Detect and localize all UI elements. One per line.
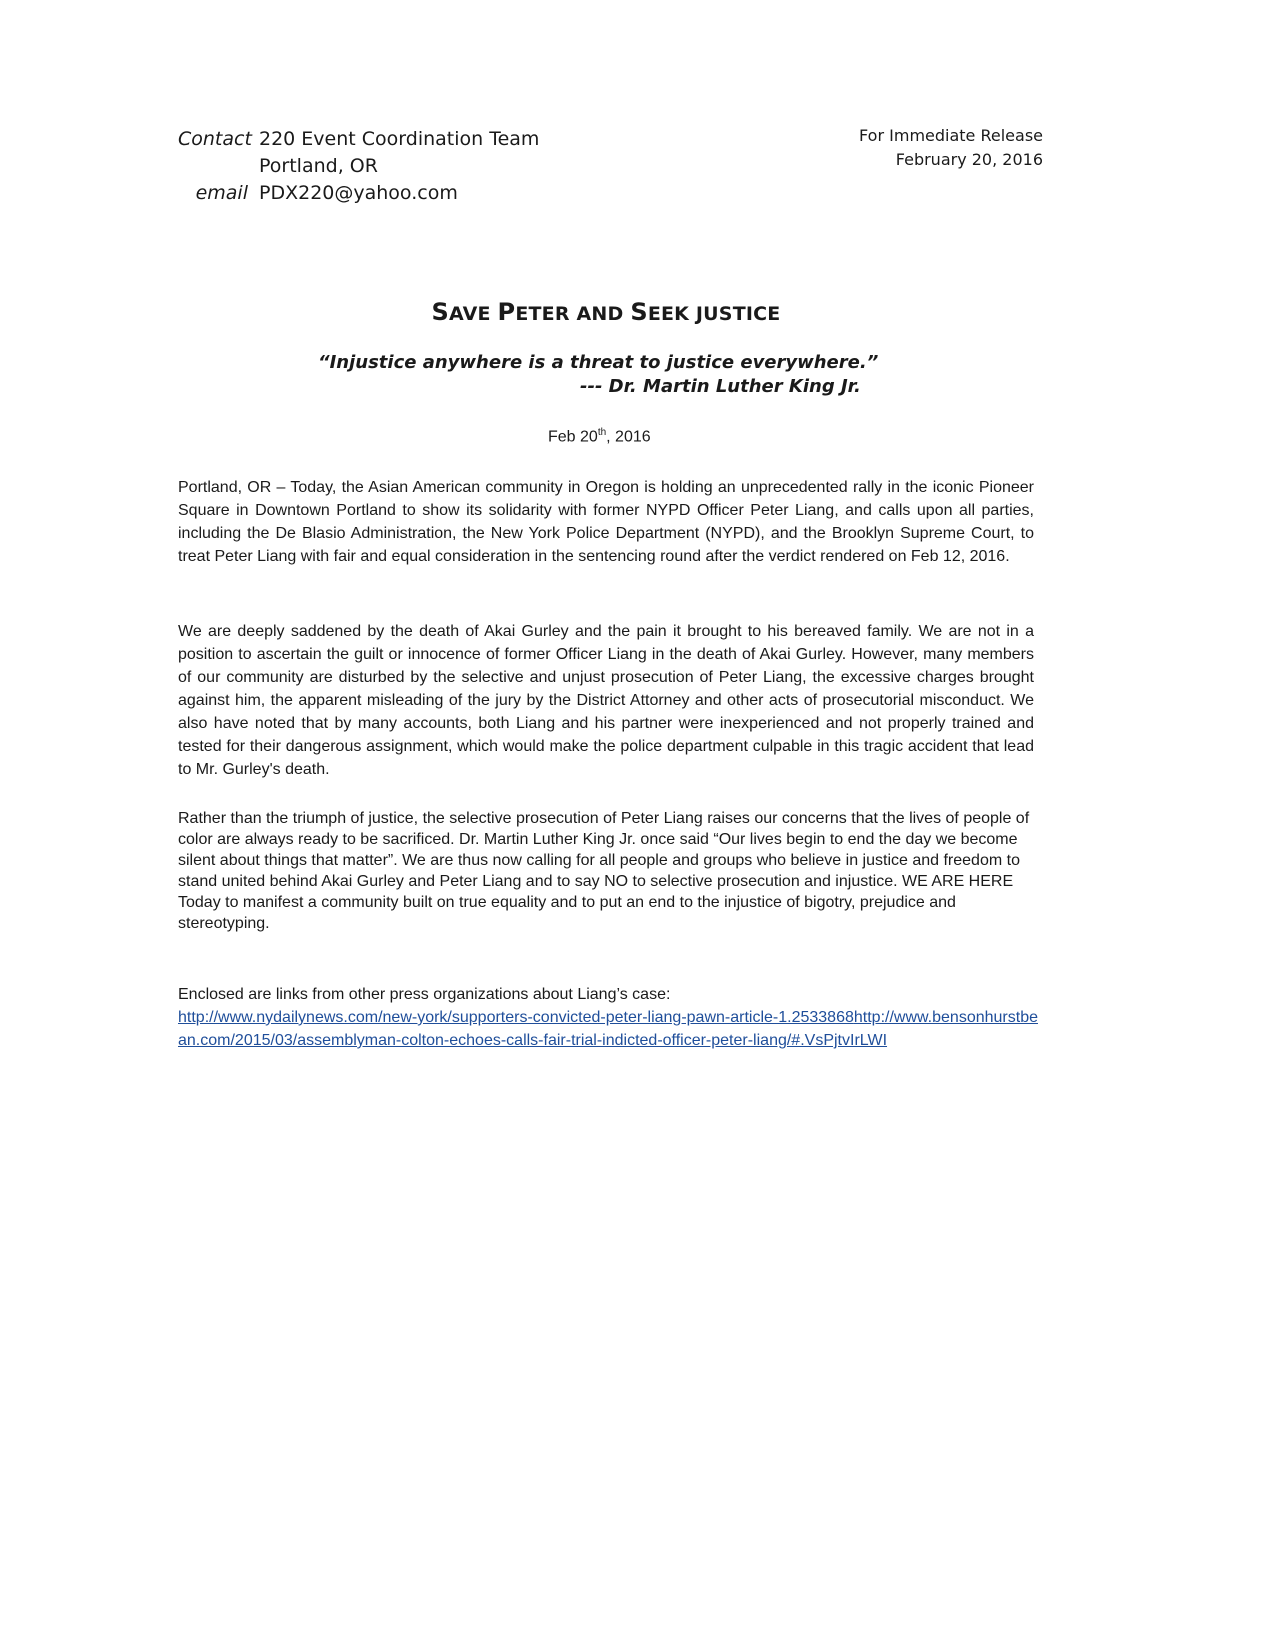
- quote-attribution: --- Dr. Martin Luther King Jr.: [580, 376, 861, 397]
- enclosed-intro: Enclosed are links from other press organizations about Liang’s case:: [178, 986, 671, 1003]
- page-title: SAVE PETER AND SEEK JUSTICE: [431, 298, 781, 326]
- contact-email: PDX220@yahoo.com: [259, 182, 458, 204]
- release-label: For Immediate Release: [859, 126, 1043, 145]
- release-date: February 20, 2016: [895, 150, 1043, 169]
- mlk-quote: “Injustice anywhere is a threat to justice everywhere.”: [318, 352, 879, 373]
- paragraph-2: We are deeply saddened by the death of Akai Gurley and the pain it brought to his bereaved family. We are not in a position to ascertain the guilt or innocence of former Officer Liang in the death of Akai Gurley. However, many members of our community are disturbed by the selective and unjust prosecution of Peter Liang, the excessive charges brought against him, the apparent misleading of the jury by the District Attorney and other acts of prosecutorial misconduct. We also have noted that by many accounts, both Liang and his partner were inexperienced and not properly trained and tested for their dangerous assignment, which would make the police department culpable in this tragic accident that lead to Mr. Gurley's death.: [178, 623, 1034, 778]
- contact-city: Portland, OR: [259, 155, 378, 177]
- email-label: email: [195, 182, 248, 204]
- contact-block: [178, 126, 539, 207]
- release-info: [859, 124, 1043, 172]
- dateline: Feb 20th, 2016: [548, 427, 651, 446]
- link-bensonhurstbean[interactable]: http://www.bensonhurstbean.com/2015/03/assemblyman-colton-echoes-calls-fair-trial-indicted-officer-peter-liang/#.VsPjtvIrLWI: [178, 1009, 1038, 1049]
- paragraph-3: Rather than the triumph of justice, the selective prosecution of Peter Liang raises our concerns that the lives of people of color are always ready to be sacrificed. Dr. Martin Luther King Jr. once said “Our lives begin to end the day we become silent about things that matter”. We are thus now calling for all people and groups who believe in justice and freedom to stand united behind Akai Gurley and Peter Liang and to say NO to selective prosecution and injustice. WE ARE HERE Today to manifest a community built on true equality and to put an end to the injustice of bigotry, prejudice and stereotyping.: [178, 810, 1030, 932]
- contact-label: Contact: [178, 128, 252, 150]
- enclosed-links: [178, 983, 1038, 1052]
- paragraph-1: Portland, OR – Today, the Asian American community in Oregon is holding an unprecedented rally in the iconic Pioneer Square in Downtown Portland to show its solidarity with former NYPD Officer Peter Liang, and calls upon all parties, including the De Blasio Administration, the New York Police Department (NYPD), and the Brooklyn Supreme Court, to treat Peter Liang with fair and equal consideration in the sentencing round after the verdict rendered on Feb 12, 2016.: [178, 479, 1034, 565]
- contact-team: 220 Event Coordination Team: [259, 128, 540, 150]
- link-nydailynews[interactable]: http://www.nydailynews.com/new-york/supporters-convicted-peter-liang-pawn-article-1.2533868http://www.bensonhurstbean.com/2015/03/assemblyman-colton-echoes-calls-fair-trial-indicted-officer-peter-liang/#.VsPjtvIrLWI: [178, 1009, 1038, 1049]
